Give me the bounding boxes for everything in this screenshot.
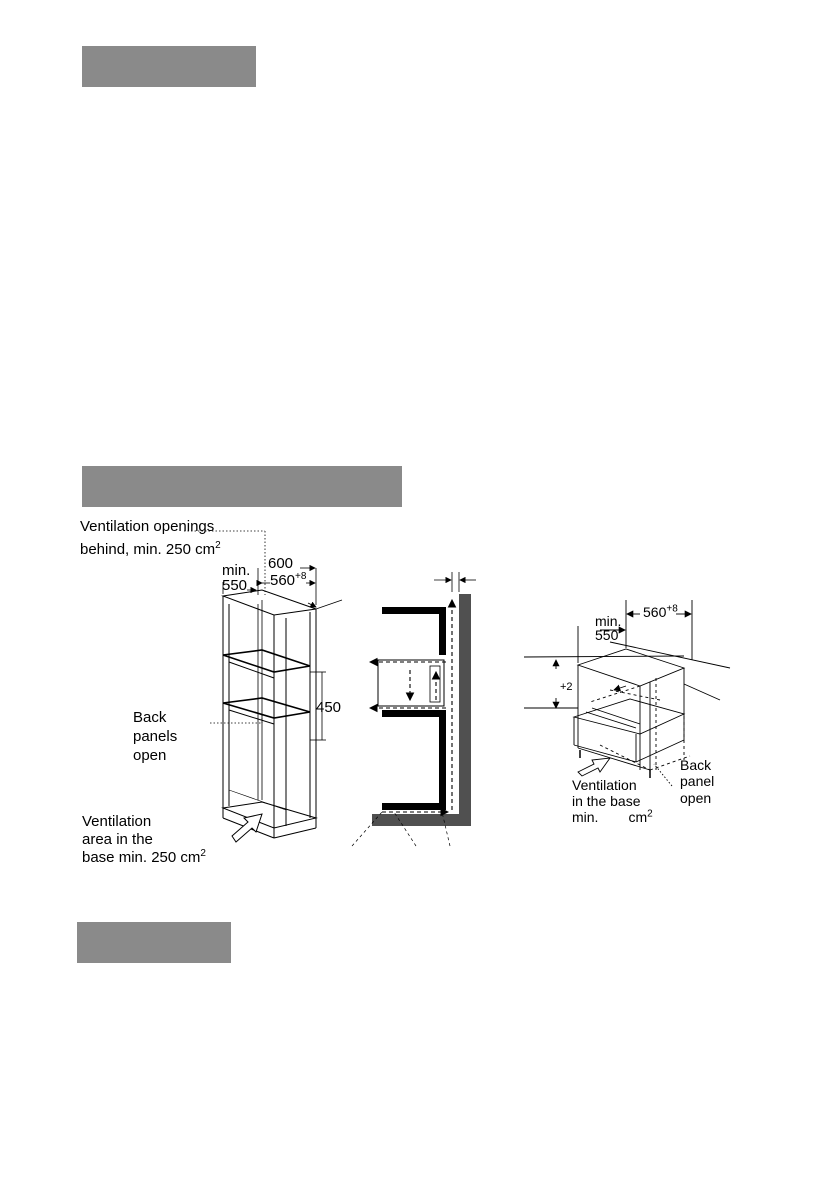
base-dimension-min-label: min. bbox=[595, 613, 622, 629]
dimension-600: 600 bbox=[268, 555, 294, 572]
dimension-560-value: 560 bbox=[270, 572, 296, 589]
dimension-450: 450 bbox=[316, 699, 342, 716]
ventilation-base-unit: cm bbox=[628, 809, 648, 825]
base-dimension-560-value: 560 bbox=[643, 604, 667, 620]
ventilation-area-label-line3 bbox=[82, 848, 206, 867]
base-dimension-560 bbox=[643, 604, 678, 621]
ventilation-base-label-line2: in the base bbox=[572, 793, 641, 809]
dimension-560 bbox=[270, 571, 306, 590]
back-panels-label-line3: open bbox=[133, 747, 167, 764]
superscript-2: 2 bbox=[215, 540, 221, 551]
back-panels-label-line1: Back bbox=[133, 709, 167, 726]
base-dimension-550: 550 bbox=[595, 627, 619, 643]
ventilation-base-min: min. bbox=[572, 809, 599, 825]
superscript-2: 2 bbox=[200, 848, 206, 859]
ventilation-base-label-line1: Ventilation bbox=[572, 777, 637, 793]
dimension-550: 550 bbox=[222, 577, 248, 594]
ventilation-openings-label-line1: Ventilation openings bbox=[80, 518, 215, 535]
dimension-min-label: min. bbox=[222, 562, 251, 579]
ventilation-area-label-line1: Ventilation bbox=[82, 813, 152, 830]
ventilation-base-label-line3 bbox=[572, 809, 653, 826]
ventilation-openings-label-line2 bbox=[80, 540, 221, 559]
base-dimension-560-tolerance: +8 bbox=[666, 603, 678, 615]
back-panel-label-line1: Back bbox=[680, 757, 712, 773]
tall-cabinet-drawing bbox=[184, 531, 342, 842]
back-panel-label-line2: panel bbox=[680, 773, 715, 789]
ventilation-area-base-word: base bbox=[82, 849, 115, 866]
ventilation-area-min-text: min. 250 cm bbox=[118, 849, 201, 866]
ventilation-openings-text: behind, min. 250 cm bbox=[80, 541, 216, 558]
back-panel-label-line3: open bbox=[680, 790, 712, 806]
section-view-drawing bbox=[352, 572, 476, 846]
base-dimension-plus2: +2 bbox=[560, 681, 573, 693]
superscript-2: 2 bbox=[647, 808, 653, 820]
back-panels-label-line2: panels bbox=[133, 728, 178, 745]
dimension-560-tolerance: +8 bbox=[295, 571, 307, 582]
ventilation-area-label-line2: area in the bbox=[82, 831, 153, 848]
